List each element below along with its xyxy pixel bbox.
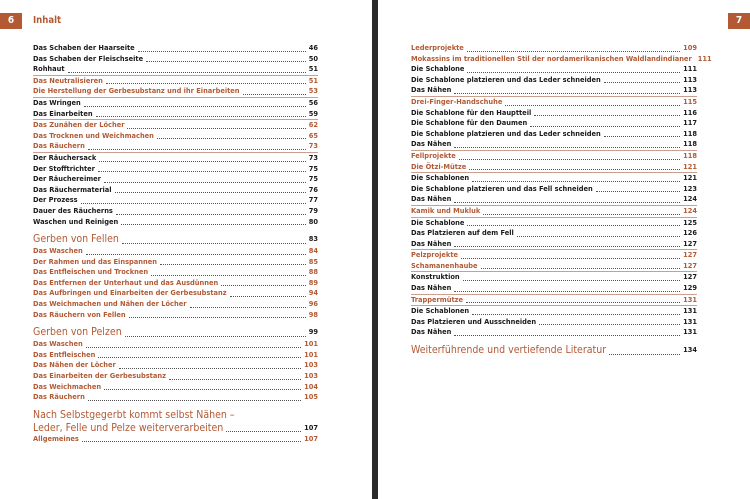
toc-entry [33,246,318,257]
toc-entry-page: 105 [304,392,318,402]
toc-entry [33,164,318,175]
toc-entry-title: Die Ötzi-Mütze [411,161,467,171]
dot-leader [243,94,306,95]
dot-leader [115,192,306,193]
toc-entry-title: Die Schablone [411,217,465,227]
dot-leader [481,268,681,269]
toc-entry-page: 109 [683,43,697,52]
right-page-header [378,13,750,29]
dot-leader [138,51,306,52]
toc-entry-page: 116 [683,107,697,117]
toc-entry [411,317,697,328]
toc-entry [33,185,318,196]
toc-entry-title: Die Schablonen [411,306,470,316]
toc-entry [411,184,697,195]
toc-entry-page: 56 [308,97,318,107]
toc-entry [411,108,697,119]
toc-entry [33,131,318,142]
toc-entry [411,97,697,108]
toc-entry-title: Der Stofftrichter [33,163,95,173]
toc-entry-title: Drei-Finger-Handschuhe [411,96,503,106]
toc-entry-page: 118 [683,139,697,149]
dot-leader [98,171,306,172]
dot-leader [454,291,680,292]
toc-entry-page: 94 [308,288,318,298]
toc-entry [33,339,318,350]
toc-entry-title: Das Nähen der Löcher [33,360,116,370]
dot-leader [190,307,306,308]
toc-entry-title: Weiterführende und vertiefende Literatur [411,344,607,357]
toc-entry-title: Das Nähen [411,327,452,337]
toc-entry-title: Das Aufbringen und Einarbeiten der Gerbesubstanz [33,288,227,298]
toc-entry-page: 51 [308,75,318,85]
toc-entry-page: 59 [308,108,318,118]
toc-entry-title: Das Räuchern [33,392,85,402]
toc-entry [411,327,697,338]
toc-entry-page: 88 [308,267,318,277]
toc-entry [411,64,697,75]
toc-entry-page: 113 [683,85,697,95]
toc-entry-page: 121 [683,161,697,171]
toc-entry [33,392,318,403]
toc-entry [33,153,318,164]
dot-leader [463,280,680,281]
dot-leader [125,336,306,337]
dot-leader [467,225,680,226]
toc-entry-page: 127 [683,260,697,270]
dot-leader [534,115,680,116]
toc-entry-page: 123 [683,183,697,193]
dot-leader [454,93,680,94]
toc-entry-title: Waschen und Reinigen [33,216,119,226]
dot-leader [221,285,305,286]
toc-entry-page: 73 [308,141,318,151]
dot-leader [604,82,680,83]
toc-entry [411,85,697,97]
dot-leader [88,400,301,401]
toc-entry-title: Lederprojekte [411,43,464,52]
toc-entry-title: Die Schablonen [411,173,470,183]
toc-entry-page: 115 [683,96,697,106]
toc-entry-title: Das Nähen [411,139,452,149]
dot-leader [539,324,680,325]
toc-entry-title: Kamik und Mukluk [411,205,481,215]
toc-entry-page: 107 [304,433,318,443]
dot-leader [151,275,306,276]
page-number: 7 [728,13,750,29]
toc-entry-title: Das Trocknen und Weichmachen [33,130,154,140]
dot-leader [604,136,680,137]
dot-leader [96,116,306,117]
left-page-header [0,13,372,29]
toc-entry-page: 79 [308,205,318,215]
toc-entry-page: 53 [308,86,318,96]
toc-entry-title: Das Nähen [411,194,452,204]
toc-entry [33,86,318,98]
toc-entry-title: Das Platzieren auf dem Fell [411,228,514,238]
toc-entry-page: 125 [683,217,697,227]
toc-entry-page: 62 [308,120,318,130]
toc-entry-title: Der Rahmen und das Einspannen [33,256,157,266]
toc-entry-page: 111 [683,64,697,74]
toc-entry-title: Das Neutralisieren [33,75,103,85]
toc-entry-page: 46 [308,43,318,52]
dot-leader [609,354,680,355]
toc-entry-title: Der Prozess [33,195,78,205]
toc-entry [411,139,697,151]
toc-entry [411,218,697,229]
toc-entry-page: 127 [683,250,697,260]
dot-leader [86,254,306,255]
toc-entry-page: 113 [683,74,697,84]
section-title: Inhalt [33,15,62,26]
toc-entry-page: 131 [683,327,697,337]
toc-entry [33,109,318,121]
dot-leader [459,159,680,160]
toc-entry-page: 131 [683,316,697,326]
toc-entry-title: Das Entfleischen [33,349,96,359]
toc-entry [33,76,318,87]
toc-entry-page: 85 [308,256,318,266]
toc-entry-title: Rohhaut [33,64,65,74]
toc-entry-page: 127 [683,238,697,248]
toc-entry [33,64,318,76]
toc-entry-page: 84 [308,246,318,256]
dot-leader [226,431,301,432]
toc-entry-page: 117 [683,118,697,128]
toc-entry [33,267,318,278]
dot-leader [461,258,680,259]
dot-leader [68,72,306,73]
dot-leader [472,181,680,182]
toc-entry [411,295,697,307]
toc-entry [411,250,697,261]
toc-entry-title: Das Nähen [411,283,452,293]
toc-entry-title: Leder, Felle und Pelze weiterverarbeiten [33,421,224,434]
toc-entry-title: Das Einarbeiten der Gerbesubstanz [33,371,166,381]
dot-leader [98,357,301,358]
toc-entry-title: Mokassins im traditionellen Stil der nordamerikanischen Waldlandindianer [411,53,692,63]
toc-entry-title: Die Schablone für den Daumen [411,118,528,128]
toc-entry-title: Fellprojekte [411,150,456,160]
dot-leader [454,335,680,336]
dot-leader [160,264,306,265]
toc-entry [411,43,697,54]
toc-entry [33,43,318,54]
toc-entry [33,120,318,131]
toc-entry [33,232,318,246]
toc-entry-title: Das Nähen [411,85,452,95]
right-page [378,0,750,499]
toc-entry-title: Die Herstellung der Gerbesubstanz und ihr Einarbeiten [33,86,240,96]
toc-entry-title: Das Räuchern von Fellen [33,309,126,319]
toc-entry-title: Die Schablone platzieren und das Fell schneiden [411,183,593,193]
toc-entry-title: Gerben von Pelzen [33,326,122,339]
dot-leader [104,182,306,183]
dot-leader [517,236,680,237]
toc-entry [411,228,697,239]
toc-entry-page: 111 [697,53,712,63]
dot-leader [122,243,306,244]
toc-entry [33,98,318,109]
dot-leader [466,302,680,303]
dot-leader [454,147,680,148]
toc-entry-page: 50 [308,53,318,63]
toc-entry [33,310,318,321]
toc-entry [33,174,318,185]
toc-entry-title: Das Einarbeiten [33,108,93,118]
dot-leader [505,105,680,106]
toc-entry [411,173,697,184]
toc-entry-page: 101 [304,349,318,359]
toc-entry-page: 103 [304,360,318,370]
toc-entry [33,422,318,434]
toc-entry [411,162,697,174]
toc-entry-page: 124 [683,205,697,215]
dot-leader [127,128,305,129]
toc-entry-title: Gerben von Fellen [33,233,119,246]
toc-entry-title: Pelzprojekte [411,250,459,260]
dot-leader [88,149,306,150]
toc-entry [411,306,697,317]
toc-entry-title: Die Schablone für den Hauptteil [411,107,532,117]
toc-entry-page: 73 [308,152,318,162]
toc-entry-page: 96 [308,299,318,309]
toc-entry-page: 80 [308,216,318,226]
toc-entry-title: Schamanenhaube [411,260,478,270]
toc-list-left [33,43,318,444]
dot-leader [106,83,306,84]
dot-leader [116,214,306,215]
toc-entry-page: 118 [683,150,697,160]
dot-leader [483,214,680,215]
dot-leader [157,138,306,139]
toc-entry [411,261,697,273]
toc-entry-page: 121 [683,173,697,183]
toc-entry-title: Trappermütze [411,294,464,304]
toc-entry-page: 99 [308,327,318,337]
toc-entry [411,75,697,86]
toc-entry [33,371,318,382]
dot-leader [81,203,306,204]
dot-leader [469,169,680,170]
toc-entry-title: Das Platzieren und Ausschneiden [411,316,537,326]
toc-entry [33,350,318,361]
dot-leader [596,191,680,192]
toc-entry [33,141,318,153]
dot-leader [86,347,301,348]
dot-leader [530,126,680,127]
dot-leader [129,317,306,318]
toc-entry [411,206,697,218]
toc-entry [411,53,712,65]
toc-entry-page: 118 [683,128,697,138]
toc-entry-title: Das Entfernen der Unterhaut und das Ausdünnen [33,277,219,287]
toc-entry-title: Das Weichmachen und Nähen der Löcher [33,299,187,309]
toc-entry-page: 124 [683,194,697,204]
toc-entry-title: Das Schaben der Haarseite [33,43,135,52]
toc-entry-page: 131 [683,306,697,316]
page-number: 6 [0,13,22,29]
toc-entry-page: 134 [683,345,697,355]
toc-entry-page: 83 [308,234,318,244]
toc-entry-page: 65 [308,130,318,140]
toc-entry [411,118,697,129]
dot-leader [82,441,301,442]
toc-entry-page: 129 [683,283,697,293]
toc-entry-title: Das Räuchermaterial [33,184,112,194]
toc-entry [411,272,697,283]
toc-entry-title: Nach Selbstgegerbt kommt selbst Nähen – [33,408,235,421]
toc-entry-title: Konstruktion [411,272,460,282]
toc-entry-title: Der Räuchersack [33,152,97,162]
dot-leader [454,202,680,203]
toc-entry [411,343,697,357]
toc-entry [33,360,318,371]
dot-leader [169,379,301,380]
toc-entry [411,129,697,140]
toc-entry-page: 98 [308,309,318,319]
dot-leader [454,246,680,247]
toc-entry-title: Das Weichmachen [33,381,102,391]
toc-entry [33,257,318,268]
dot-leader [472,314,680,315]
toc-entry-page: 75 [308,174,318,184]
toc-entry [411,239,697,251]
toc-entry [33,206,318,217]
toc-entry-title: Das Zunähen der Löcher [33,120,125,130]
dot-leader [467,72,680,73]
toc-entry-page: 126 [683,228,697,238]
toc-entry-title: Das Waschen [33,339,83,349]
toc-entry-title: Die Schablone platzieren und das Leder schneiden [411,128,601,138]
toc-entry [411,151,697,162]
toc-list-right [411,43,712,357]
toc-entry-page: 103 [304,371,318,381]
dot-leader [99,161,305,162]
dot-leader [146,61,306,62]
toc-entry-page: 75 [308,163,318,173]
toc-entry [33,382,318,393]
toc-entry-title: Das Entfleischen und Trocknen [33,267,149,277]
dot-leader [119,368,301,369]
dot-leader [84,106,306,107]
toc-entry [33,408,318,422]
toc-entry-title: Das Waschen [33,246,83,256]
toc-entry [33,434,318,445]
toc-entry [33,54,318,65]
left-page [0,0,372,499]
toc-entry-page: 107 [304,422,318,432]
toc-entry [33,278,318,289]
toc-entry [33,195,318,206]
toc-entry-title: Allgemeines [33,433,79,443]
toc-entry [33,217,318,228]
toc-entry-title: Das Nähen [411,238,452,248]
toc-entry [33,288,318,299]
toc-entry-page: 89 [308,277,318,287]
dot-leader [121,224,306,225]
toc-entry [411,283,697,295]
toc-entry-page: 127 [683,272,697,282]
toc-entry-title: Die Schablone [411,64,465,74]
toc-entry-page: 51 [308,64,318,74]
toc-entry-title: Der Räuchereimer [33,174,101,184]
toc-entry-title: Dauer des Räucherns [33,205,113,215]
toc-entry-page: 104 [304,381,318,391]
dot-leader [467,51,680,52]
toc-entry-title: Das Wringen [33,97,81,107]
toc-entry-title: Die Schablone platzieren und das Leder schneiden [411,74,601,84]
toc-entry-title: Das Räuchern [33,141,85,151]
toc-entry [33,299,318,310]
toc-entry [411,194,697,206]
dot-leader [230,296,306,297]
toc-entry-title: Das Schaben der Fleischseite [33,53,144,63]
toc-entry [33,325,318,339]
toc-entry-page: 77 [308,195,318,205]
dot-leader [104,389,301,390]
toc-entry-page: 101 [304,339,318,349]
toc-entry-page: 76 [308,184,318,194]
toc-entry-page: 131 [683,294,697,304]
